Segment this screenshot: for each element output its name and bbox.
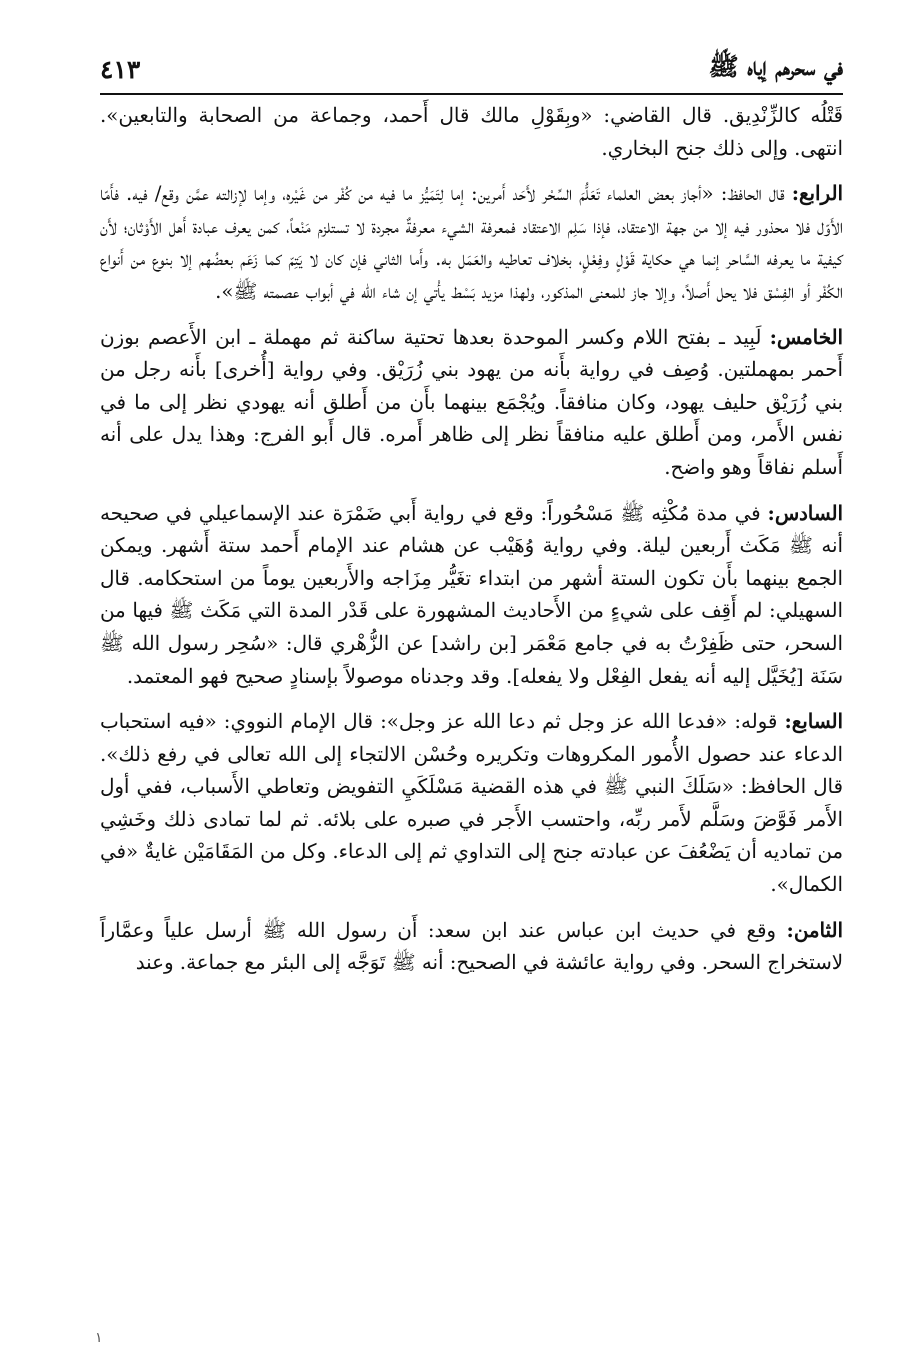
paragraph-2 bbox=[100, 177, 843, 308]
body-text bbox=[100, 100, 843, 992]
paragraph-6-text: وقع في حديث ابن عباس عند ابن سعد: أَن رسول الله ﷺ أرسل علياً وعمَّاراً لاستخراج السحر. وفي رواية عائشة في الصحيح: أنه ﷺ تَوَجَّه إلى البئر مع جماعة. وعند bbox=[100, 918, 843, 975]
paragraph-5-text: قوله: «فدعا الله عز وجل ثم دعا الله عز وجل»: قال الإمام النووي: «فيه استحباب الدعاء عند حصول الأُمور المكروهات وتكريره وحُسْن الالتجاء إلى الله تعالى في رفع ذلك». قال الحافظ: «سَلَكَ النبي ﷺ في هذه القضية مَسْلَكَيِ التفويض وتعاطي الأَسباب، ففي أول الأَمر فَوَّضَ وسَلَّم لأَمر ربِّه، واحتسب الأَجر في صبره على بلائه. ثم لما تمادى ذلك وخَشِي من تماديه أن يَضْعُفَ عن عبادته جنح إلى التداوي ثم إلى الدعاء. وكل من المَقَامَيْن غايةٌ «في الكمال». bbox=[100, 710, 843, 897]
paragraph-4-label: السادس: bbox=[767, 500, 843, 525]
paragraph-2-label: الرابع: bbox=[791, 181, 843, 206]
paragraph-6 bbox=[100, 914, 843, 980]
paragraph-5 bbox=[100, 705, 843, 902]
page-number: ٤١٣ bbox=[100, 54, 141, 84]
paragraph-2-text: قال الحافظ: «أجاز بعض العلماء تَعَلُّمَ السِّحْر لأَحَد أَمرين: إما لِتَمَيُّز ما فيه من كُفْر من غَيْره، وإما لإزالته عمَّن وقع/ فيه. فأَمّا الأَوّل فلا محذور فيه إلا من جهة الاعتقاد، فإذا سَلِم الاعتقاد فمعرفة الشيء معرفةٌ مجردة لا تستلزم مَنْعاً، كمن يعرف عبادة أَهل الأَوْثان؛ لأَن كيفية ما يعرفه السَّاحر إنما هي حكاية قَوْلٍ وفِعْلٍ، بخلاف تعاطيه والعَمَل به. وأَما الثاني فإن كان لا يَتِمّ كما زَعَم بعضُهم إلا بنوع من أَنواع الكُفْر أو الفِسْق فلا يحل أَصلاً، وإلا جاز للمعنى المذكور، ولهذا مزيد بَسْط يأْتي إن شاء الله في أبواب عصمته ﷺ». bbox=[100, 182, 843, 303]
paragraph-3 bbox=[100, 321, 843, 485]
paragraph-1-text: قَتْلُه كالزِّنْدِيق. قال القاضي: «وبِقَوْلِ مالك قال أَحمد، وجماعة من الصحابة والتابعين». انتهى. وإلى ذلك جنح البخاري. bbox=[100, 104, 843, 160]
page-header bbox=[100, 44, 843, 94]
header-rule bbox=[100, 93, 843, 95]
paragraph-6-label: الثامن: bbox=[786, 917, 843, 942]
paragraph-1 bbox=[100, 100, 843, 165]
paragraph-4 bbox=[100, 497, 843, 694]
running-title: في سحرهم إياه ﷺ bbox=[708, 51, 843, 81]
paragraph-4-text: في مدة مُكْثِه ﷺ مَسْحُوراً: وقع في رواية أَبي ضَمْرَة عند الإسماعيلي في صحيحه أنه ﷺ مَكَث أَربعين ليلة. وفي رواية وُهَيْب عن هشام عند الإمام أَحمد ستة أَشهر. ويمكن الجمع بينهما بأَن تكون الستة أشهر من ابتداء تغَيُّر مِزَاجه والأَربعين يوماً من استحكامه. قال السهيلي: لم أَقِف على شيءٍ من الأَحاديث المشهورة على قَدْر المدة التي مَكَث ﷺ فيها من السحر، حتى ظَفِرْتُ به في جامع مَعْمَر [بن راشد] عن الزُّهْري قال: «سُحِر رسول الله ﷺ سَنَة [يُخَيَّل إليه أنه يفعل الفِعْل ولا يفعله]. وقد وجدناه موصولاً بإسنادٍ صحيح فهو المعتمد. bbox=[100, 501, 843, 688]
margin-mark: ١ bbox=[95, 1330, 103, 1346]
paragraph-5-label: السابع: bbox=[784, 709, 843, 734]
paragraph-3-label: الخامس: bbox=[769, 324, 843, 349]
paragraph-3-text: لَبِيد ـ بفتح اللام وكسر الموحدة بعدها تحتية ساكنة ثم مهملة ـ ابن الأَعصم بوزن أَحمر بمهملتين. وُصِف في رواية بأَنه من يهود بني زُرَيْق. وفي رواية [أُخرى] بأَنه رجل من بني زُرَيْق حليف يهود، وكان منافقاً. ويُجْمَع بينهما بأَن من أَطلق أنه يهودي نظر إلى ما في نفس الأَمر، ومن أَطلق عليه منافقاً نظر إلى ظاهر أَمره. قال أَبو الفرج: وهذا يدل على أنه أَسلم نفاقاً وهو واضح. bbox=[100, 325, 843, 479]
